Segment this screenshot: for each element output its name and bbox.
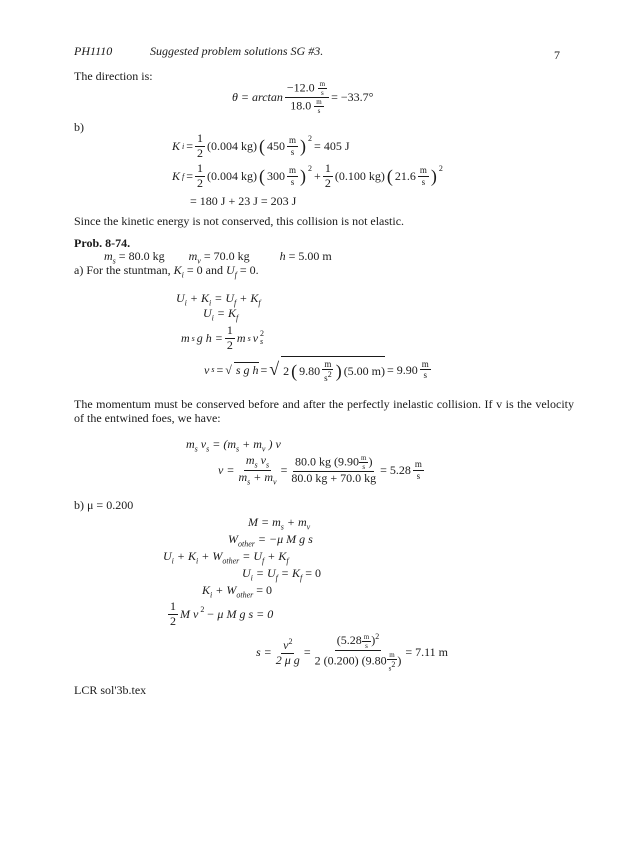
den-value: 2 (0.200) (9.80: [314, 653, 387, 668]
theta-num: −12.0: [286, 80, 315, 95]
kf-sub: f: [182, 171, 185, 181]
kf-vel1: 300: [267, 169, 286, 184]
unit-m: m: [319, 80, 326, 88]
sym: v: [252, 331, 259, 346]
paren: ): [371, 633, 376, 647]
kf-square2: 2: [438, 163, 443, 173]
s-lhs: s =: [256, 644, 272, 659]
sub: other: [238, 539, 255, 549]
u-symbol: U: [226, 263, 235, 277]
sub: f: [286, 556, 289, 566]
sym: + m: [253, 469, 273, 484]
friction-eq-3: [163, 549, 289, 566]
sym: + W: [201, 549, 223, 563]
kf-plus: +: [314, 169, 321, 184]
sub: s: [247, 476, 251, 486]
sym: m: [245, 453, 255, 467]
theta-fraction: [285, 80, 329, 115]
kf-vel2: 21.6: [394, 169, 416, 184]
sub: i: [250, 573, 253, 583]
part-a-line: [74, 263, 259, 280]
unit-m: m: [419, 165, 427, 176]
unit-m: m: [324, 359, 332, 369]
theta-result: = −33.7°: [331, 90, 374, 105]
sym: = U: [242, 549, 262, 563]
sym: 2 μ g: [275, 652, 300, 667]
sub: s: [266, 460, 270, 470]
ms-symbol: m: [104, 249, 113, 263]
half-den: 2: [226, 337, 233, 352]
sym: g h =: [196, 331, 223, 346]
half-den: 2: [197, 175, 204, 190]
unit-s: s: [324, 373, 328, 384]
sym: + K: [189, 291, 210, 305]
v-lhs: v =: [218, 462, 235, 477]
problem-title: Prob. 8-74.: [74, 236, 131, 250]
kf-result: = 180 J + 23 J = 203 J: [190, 194, 297, 208]
unit-m: m: [289, 165, 297, 176]
sym: W: [228, 532, 238, 546]
kf-mass1: (0.004 kg): [207, 169, 258, 184]
unit-s: s: [362, 463, 366, 472]
sub: other: [222, 556, 240, 566]
sub: i: [210, 590, 213, 600]
vs-result: = 9.90: [387, 362, 418, 377]
course-code: PH1110: [74, 44, 113, 58]
sym: v: [260, 453, 266, 467]
friction-eq-5: [202, 583, 272, 600]
friction-eq-6: [168, 600, 273, 629]
mv-value: = 70.0 kg: [203, 249, 250, 263]
den-value: 80.0 kg + 70.0 kg: [291, 471, 377, 486]
sup: 2: [391, 659, 396, 669]
vs-sub: s: [211, 365, 215, 375]
sub: i: [209, 298, 212, 308]
sym: m: [186, 437, 195, 451]
h-value: = 5.00 m: [288, 249, 332, 263]
v-result: = 5.28: [380, 462, 411, 477]
unit-s: s: [321, 89, 324, 98]
ki-sub: i: [182, 141, 185, 151]
half-den: 2: [170, 613, 176, 628]
direction-intro: The direction is:: [74, 69, 153, 83]
unit-m: m: [421, 359, 429, 369]
g-value: 9.80: [299, 364, 321, 379]
paren: ): [368, 454, 373, 469]
sub: v: [273, 476, 277, 486]
mv-sub: v: [197, 256, 201, 266]
momentum-text: The momentum must be conserved before and after the perfectly inelastic collision. If v is the velocity of the entwined foes, we have:: [74, 397, 574, 426]
eq-sign: =: [216, 362, 224, 377]
sym: − μ M g s = 0: [206, 607, 274, 622]
sym: M v: [180, 607, 199, 622]
sup: 2: [288, 636, 293, 646]
sym: + K: [176, 549, 197, 563]
sub: f: [275, 573, 278, 583]
kf-square1: 2: [308, 163, 313, 173]
k-symbol: K: [173, 263, 182, 277]
page-number: 7: [554, 48, 560, 62]
sym: = U: [255, 566, 276, 580]
sym: = 0: [305, 566, 322, 580]
vs-equation: [204, 356, 431, 384]
paren: ): [397, 653, 402, 668]
unit-m: m: [363, 632, 370, 641]
sym: U: [176, 291, 185, 305]
sup: 2: [200, 604, 205, 614]
sub: f: [236, 313, 239, 323]
sub: s: [280, 522, 284, 532]
sym: + m: [242, 437, 262, 451]
half-den: 2: [197, 145, 204, 160]
sym: m: [238, 469, 248, 484]
sym: + m: [286, 515, 307, 529]
sub: s: [194, 444, 198, 454]
sym: + W: [215, 583, 237, 597]
sym: M = m: [248, 515, 281, 529]
k-sub: i: [181, 270, 184, 280]
momentum-eq-1: [186, 437, 281, 454]
energy-eq-2: [203, 306, 238, 323]
theta-den: 18.0: [290, 98, 312, 113]
sqrt-icon: √: [269, 359, 280, 380]
conclusion-text: Since the kinetic energy is not conserved, this collision is not elastic.: [74, 214, 405, 228]
ki-lhs: K: [172, 139, 181, 154]
kf-lhs: K: [172, 169, 181, 184]
sym: K: [202, 583, 211, 597]
ki-square: 2: [308, 133, 313, 143]
k-value: = 0 and: [186, 263, 223, 277]
unit-s: s: [421, 176, 426, 187]
s-equation: [256, 632, 448, 672]
sym: m: [181, 331, 190, 346]
sub: i: [211, 313, 214, 323]
sym: U: [203, 306, 212, 320]
sym: m: [236, 331, 246, 346]
sym: + K: [239, 291, 259, 305]
num-value: (5.28: [336, 633, 362, 647]
sym: = 0: [256, 583, 273, 597]
footer-filename: LCR sol'3b.tex: [74, 683, 147, 697]
sym: U: [242, 566, 251, 580]
sym: = U: [214, 291, 235, 305]
ki-equation: K i = $\frac{1}{2}$ (0.004 kg) ( 450 $\frac{m}{s}$ ) $^2$ = 405 J: [172, 131, 350, 160]
u-value: = 0.: [239, 263, 259, 277]
sub: f: [258, 298, 261, 308]
sym: v: [200, 437, 207, 451]
ms-value: = 80.0 kg: [118, 249, 165, 263]
friction-eq-4: [242, 566, 321, 583]
half-num: 1: [170, 599, 176, 613]
two: 2: [283, 364, 290, 379]
vs-lhs: v: [204, 362, 210, 377]
half-num: 1: [197, 131, 204, 145]
unit-m: m: [414, 459, 422, 470]
sup: 2: [260, 329, 265, 339]
eq-sign: =: [303, 644, 311, 659]
ki-result: = 405 J: [314, 139, 350, 154]
sym: = K: [280, 566, 301, 580]
eq-sign: =: [280, 462, 288, 477]
energy-eq-3: [181, 324, 264, 353]
sym: = (m: [212, 437, 237, 451]
sub: s: [260, 337, 264, 347]
sub: f: [234, 298, 237, 308]
part-b2-label: b) μ = 0.200: [74, 498, 134, 512]
eq-sign: =: [260, 362, 268, 377]
sub: s: [247, 333, 251, 343]
part-b-label: b): [74, 120, 84, 134]
ki-mass: (0.004 kg): [207, 139, 258, 154]
ki-vel: 450: [267, 139, 286, 154]
unit-m: m: [289, 135, 297, 146]
sub: i: [171, 556, 174, 566]
sqrt-content: 2 ( 9.80 $\frac{m}{s^2}$ ) (5.00 m): [281, 356, 385, 384]
unit-s: s: [365, 641, 368, 650]
document-title: Suggested problem solutions SG #3.: [150, 44, 324, 58]
unit-m: m: [389, 650, 395, 659]
sym: ) v: [268, 437, 281, 451]
half-den: 2: [324, 175, 331, 190]
s-result: = 7.11 m: [405, 644, 448, 659]
half-num: 1: [324, 161, 331, 175]
sub: s: [191, 333, 195, 343]
u-sub: f: [234, 270, 237, 280]
sym: U: [163, 549, 172, 563]
sub: s: [236, 444, 240, 454]
theta-equation: [232, 80, 373, 115]
unit-s: s: [290, 176, 295, 187]
kf-mass2: (0.100 kg): [334, 169, 385, 184]
sym: + K: [267, 549, 287, 563]
num-value: 80.0 kg (9.90: [295, 454, 359, 469]
sup: 2: [375, 632, 380, 641]
h-value: (5.00 m): [343, 364, 386, 379]
unit-s: s: [416, 470, 421, 481]
sub: f: [300, 573, 303, 583]
sub: f: [262, 556, 265, 566]
unit-s: s: [290, 146, 295, 157]
sqrt-inner: s g h: [235, 363, 259, 378]
unit-m: m: [316, 98, 322, 107]
sub: i: [196, 556, 199, 566]
sub: v: [261, 444, 266, 454]
sub: v: [306, 522, 311, 532]
sqrt-icon: √: [225, 362, 232, 377]
ki-eq-sign: =: [186, 139, 194, 154]
sym: = K: [216, 306, 237, 320]
theta-lhs: θ = arctan: [232, 90, 283, 105]
unit-m: m: [361, 454, 367, 463]
friction-eq-2: [228, 532, 313, 549]
sq: 2: [327, 370, 332, 380]
part-a-prefix: a) For the stuntman,: [74, 263, 171, 277]
sub: s: [206, 444, 210, 454]
h-symbol: h: [279, 249, 286, 263]
sub: s: [254, 460, 258, 470]
sym: v: [283, 637, 289, 652]
momentum-eq-2: [218, 454, 424, 486]
unit-s: s: [317, 107, 321, 116]
friction-eq-1: [248, 515, 310, 532]
sub: i: [184, 298, 187, 308]
unit-s: s: [388, 664, 392, 673]
unit-s: s: [423, 370, 428, 381]
ms-sub: s: [112, 256, 116, 266]
mv-symbol: m: [188, 249, 198, 263]
kf-eq-sign: =: [186, 169, 194, 184]
sym: = −μ M g s: [257, 532, 313, 546]
sub: other: [236, 590, 254, 600]
kf-equation: K f = $\frac{1}{2}$ (0.004 kg) ( 300 $\frac{m}{s}$ ) $^2$ + $\frac{1}{2}$ (0.100 kg) ( 21.6 $\frac{m}{s}$ ) $^2$: [172, 161, 443, 190]
half-num: 1: [197, 161, 204, 175]
half-num: 1: [226, 323, 233, 337]
